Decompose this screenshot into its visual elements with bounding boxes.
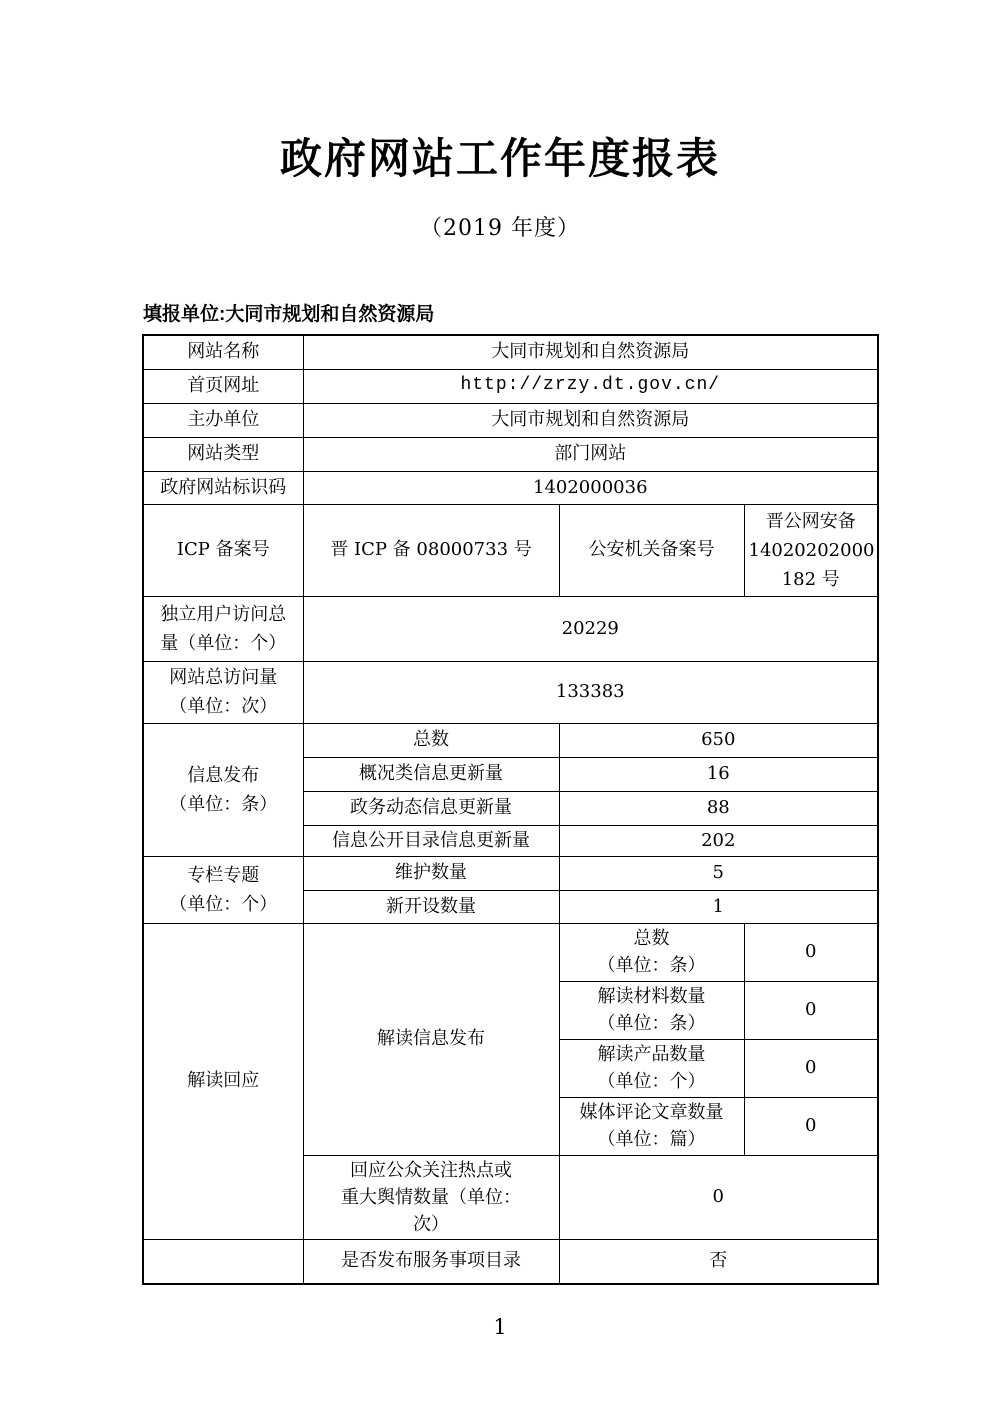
homepage-url-value: http://zrzy.dt.gov.cn/ [303, 369, 878, 403]
media-comment-value: 0 [744, 1097, 878, 1155]
interpretation-section-label: 解读回应 [143, 923, 303, 1239]
website-name-label: 网站名称 [143, 335, 303, 369]
media-comment-label-line: （单位：篇） [597, 1129, 706, 1150]
total-visits-label-line: 网站总访问量 [169, 667, 278, 688]
media-comment-label [559, 1097, 744, 1155]
police-filing-number-line: 182 号 [781, 568, 840, 590]
interpretation-product-value: 0 [744, 1039, 878, 1097]
table-row [143, 923, 878, 981]
interpretation-product-label-line: 解读产品数量 [597, 1044, 706, 1065]
info-publish-label-line: （单位：条） [169, 793, 278, 815]
hot-response-label [303, 1155, 559, 1239]
open-catalog-update-label: 信息公开目录信息更新量 [303, 825, 559, 856]
interpretation-material-label [559, 981, 744, 1039]
table-row [143, 1239, 878, 1284]
interpretation-total-label-line: 总数 [633, 928, 670, 949]
website-type-label: 网站类型 [143, 437, 303, 471]
new-opened-count-value: 1 [559, 890, 878, 923]
table-row [143, 504, 878, 596]
maintained-count-label: 维护数量 [303, 856, 559, 890]
media-comment-label-line: 媒体评论文章数量 [579, 1102, 724, 1123]
info-total-label: 总数 [303, 723, 559, 757]
interpretation-product-label-line: （单位：个） [597, 1071, 706, 1092]
police-filing-label: 公安机关备案号 [559, 504, 744, 596]
interpretation-total-label-line: （单位：条） [597, 955, 706, 976]
table-row [143, 723, 878, 757]
table-row [143, 856, 878, 890]
interpretation-product-label [559, 1039, 744, 1097]
overview-update-value: 16 [559, 757, 878, 791]
unique-visitors-value: 20229 [303, 596, 878, 661]
hot-response-label-line: 重大舆情数量（单位： [341, 1186, 521, 1208]
website-name-value: 大同市规划和自然资源局 [303, 335, 878, 369]
page-number: 1 [493, 1315, 507, 1339]
table-row [143, 369, 878, 403]
hot-response-label-line: 次） [413, 1213, 449, 1235]
service-catalog-label: 是否发布服务事项目录 [303, 1239, 559, 1284]
hot-response-value: 0 [559, 1155, 878, 1239]
sponsor-unit-value: 大同市规划和自然资源局 [303, 403, 878, 437]
special-topics-label-line: （单位：个） [169, 893, 278, 915]
police-filing-number-line: 14020202000 [748, 539, 875, 561]
unique-visitors-label [143, 596, 303, 661]
annual-report-table [142, 334, 879, 1285]
total-visits-value: 133383 [303, 661, 878, 723]
website-type-value: 部门网站 [303, 437, 878, 471]
total-visits-label-line: （单位：次） [169, 696, 278, 717]
interpretation-material-label-line: （单位：条） [597, 1013, 706, 1034]
gov-news-update-label: 政务动态信息更新量 [303, 791, 559, 825]
info-total-value: 650 [559, 723, 878, 757]
special-topics-section-label [143, 856, 303, 923]
service-catalog-value: 否 [559, 1239, 878, 1284]
table-row [143, 596, 878, 661]
interpretation-material-value: 0 [744, 981, 878, 1039]
reporting-unit-label: 填报单位:大同市规划和自然资源局 [143, 304, 435, 325]
gov-news-update-value: 88 [559, 791, 878, 825]
interpretation-material-label-line: 解读材料数量 [597, 986, 706, 1007]
table-row [143, 471, 878, 504]
page-title: 政府网站工作年度报表 [279, 135, 720, 182]
table-row [143, 437, 878, 471]
interpretation-publish-label: 解读信息发布 [303, 923, 559, 1155]
police-filing-number [744, 504, 878, 596]
new-opened-count-label: 新开设数量 [303, 890, 559, 923]
unique-visitors-label-line: 独立用户访问总 [160, 603, 287, 625]
info-publish-label-line: 信息发布 [187, 764, 260, 786]
site-id-code-value: 1402000036 [303, 471, 878, 504]
report-year-subtitle: （2019 年度） [420, 216, 580, 241]
maintained-count-value: 5 [559, 856, 878, 890]
icp-filing-number: 晋 ICP 备 08000733 号 [303, 504, 559, 596]
empty-section-cell [143, 1239, 303, 1284]
table-row [143, 661, 878, 723]
table-row [143, 335, 878, 369]
info-publish-section-label [143, 723, 303, 856]
site-id-code-label: 政府网站标识码 [143, 471, 303, 504]
total-visits-label [143, 661, 303, 723]
hot-response-label-line: 回应公众关注热点或 [350, 1159, 512, 1181]
interpretation-total-value: 0 [744, 923, 878, 981]
interpretation-total-label [559, 923, 744, 981]
special-topics-label-line: 专栏专题 [187, 864, 260, 886]
sponsor-unit-label: 主办单位 [143, 403, 303, 437]
table-row [143, 403, 878, 437]
police-filing-number-line: 晋公网安备 [765, 510, 856, 532]
open-catalog-update-value: 202 [559, 825, 878, 856]
icp-filing-label: ICP 备案号 [143, 504, 303, 596]
overview-update-label: 概况类信息更新量 [303, 757, 559, 791]
unique-visitors-label-line: 量（单位：个） [160, 632, 287, 654]
homepage-url-label: 首页网址 [143, 369, 303, 403]
